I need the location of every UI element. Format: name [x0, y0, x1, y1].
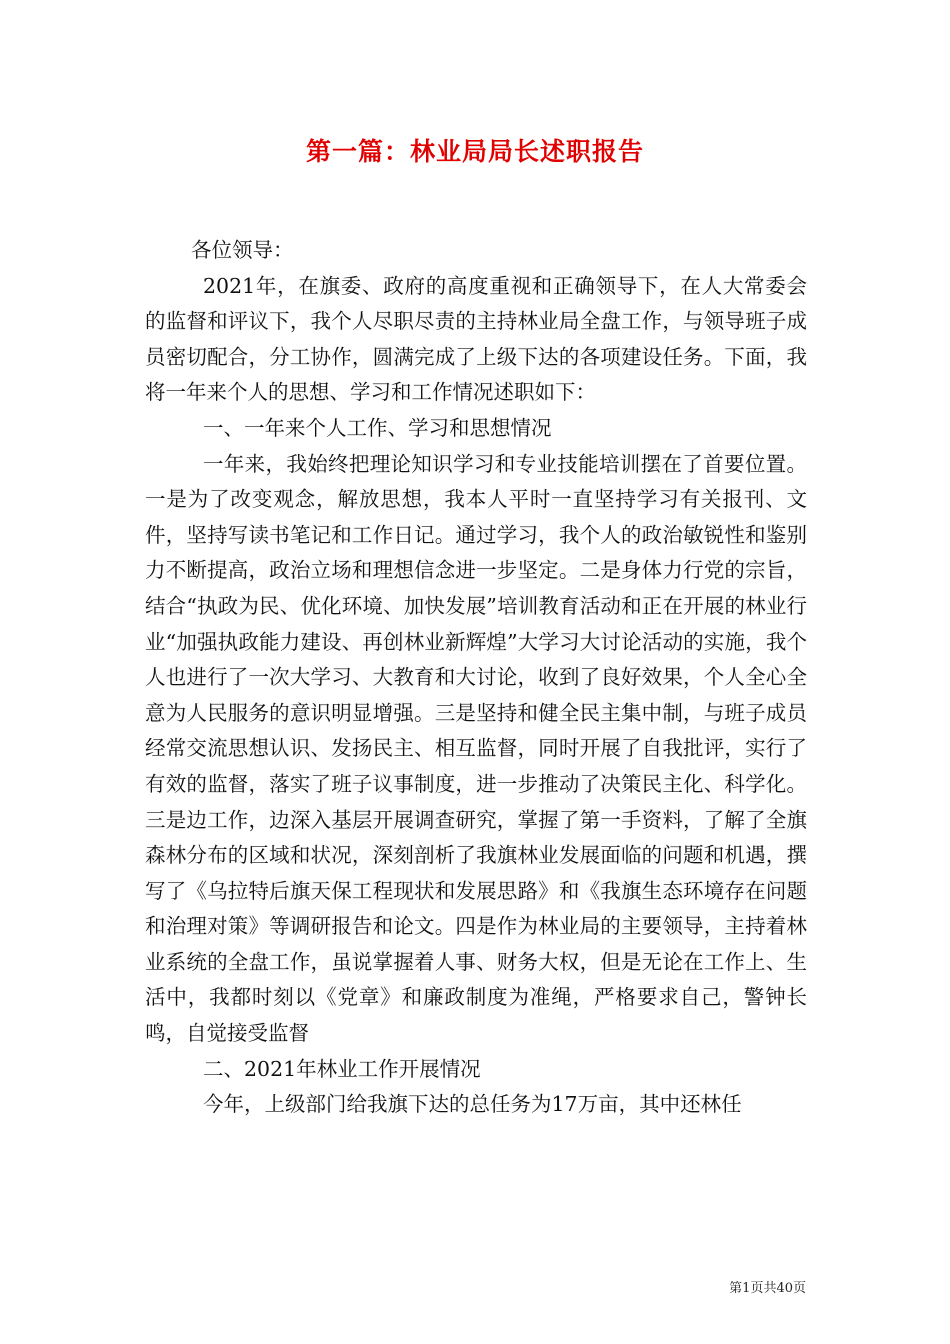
page-number: 第1页共40页: [729, 1281, 806, 1296]
section-heading-1: 一、一年来个人工作、学习和思想情况: [203, 415, 552, 440]
document-body: [145, 233, 807, 1123]
paragraph-intro: 2021年，在旗委、政府的高度重视和正确领导下，在人大常委会的监督和评议下，我个人尽职尽责的主持林业局全盘工作，与领导班子成员密切配合，分工协作，圆满完成了上级下达的各项建设任务。下面，我将一年来个人的思想、学习和工作情况述职如下：: [145, 273, 807, 405]
greeting: 各位领导：: [191, 238, 294, 262]
paragraph-section-2: 今年，上级部门给我旗下达的总任务为17万亩，其中还林任: [203, 1092, 742, 1117]
paragraph-section-1: 一年来，我始终把理论知识学习和专业技能培训摆在了首要位置。一是为了改变观念，解放思想，我本人平时一直坚持学习有关报刊、文件，坚持写读书笔记和工作日记。通过学习，我个人的政治敏锐性和鉴别力不断提高，政治立场和理想信念进一步坚定。二是身体力行党的宗旨，结合“执政为民、优化环境、加快发展”培训教育活动和正在开展的林业行业“加强执政能力建设、再创林业新辉煌”大学习大讨论活动的实施，我个人也进行了一次大学习、大教育和大讨论，收到了良好效果，个人全心全意为人民服务的意识明显增强。三是坚持和健全民主集中制，与班子成员经常交流思想认识、发扬民主、相互监督，同时开展了自我批评，实行了有效的监督，落实了班子议事制度，进一步推动了决策民主化、科学化。三是边工作，边深入基层开展调查研究，掌握了第一手资料，了解了全旗森林分布的区域和状况，深刻剖析了我旗林业发展面临的问题和机遇，撰写了《乌拉特后旗天保工程现状和发展思路》和《我旗生态环境存在问题和治理对策》等调研报告和论文。四是作为林业局的主要领导，主持着林业系统的全盘工作，虽说掌握着人事、财务大权，但是无论在工作上、生活中，我都时刻以《党章》和廉政制度为准绳，严格要求自己，警钟长鸣，自觉接受监督: [145, 451, 807, 1046]
document-title: 第一篇：林业局局长述职报告: [305, 137, 644, 166]
section-heading-2: 二、2021年林业工作开展情况: [203, 1056, 481, 1081]
